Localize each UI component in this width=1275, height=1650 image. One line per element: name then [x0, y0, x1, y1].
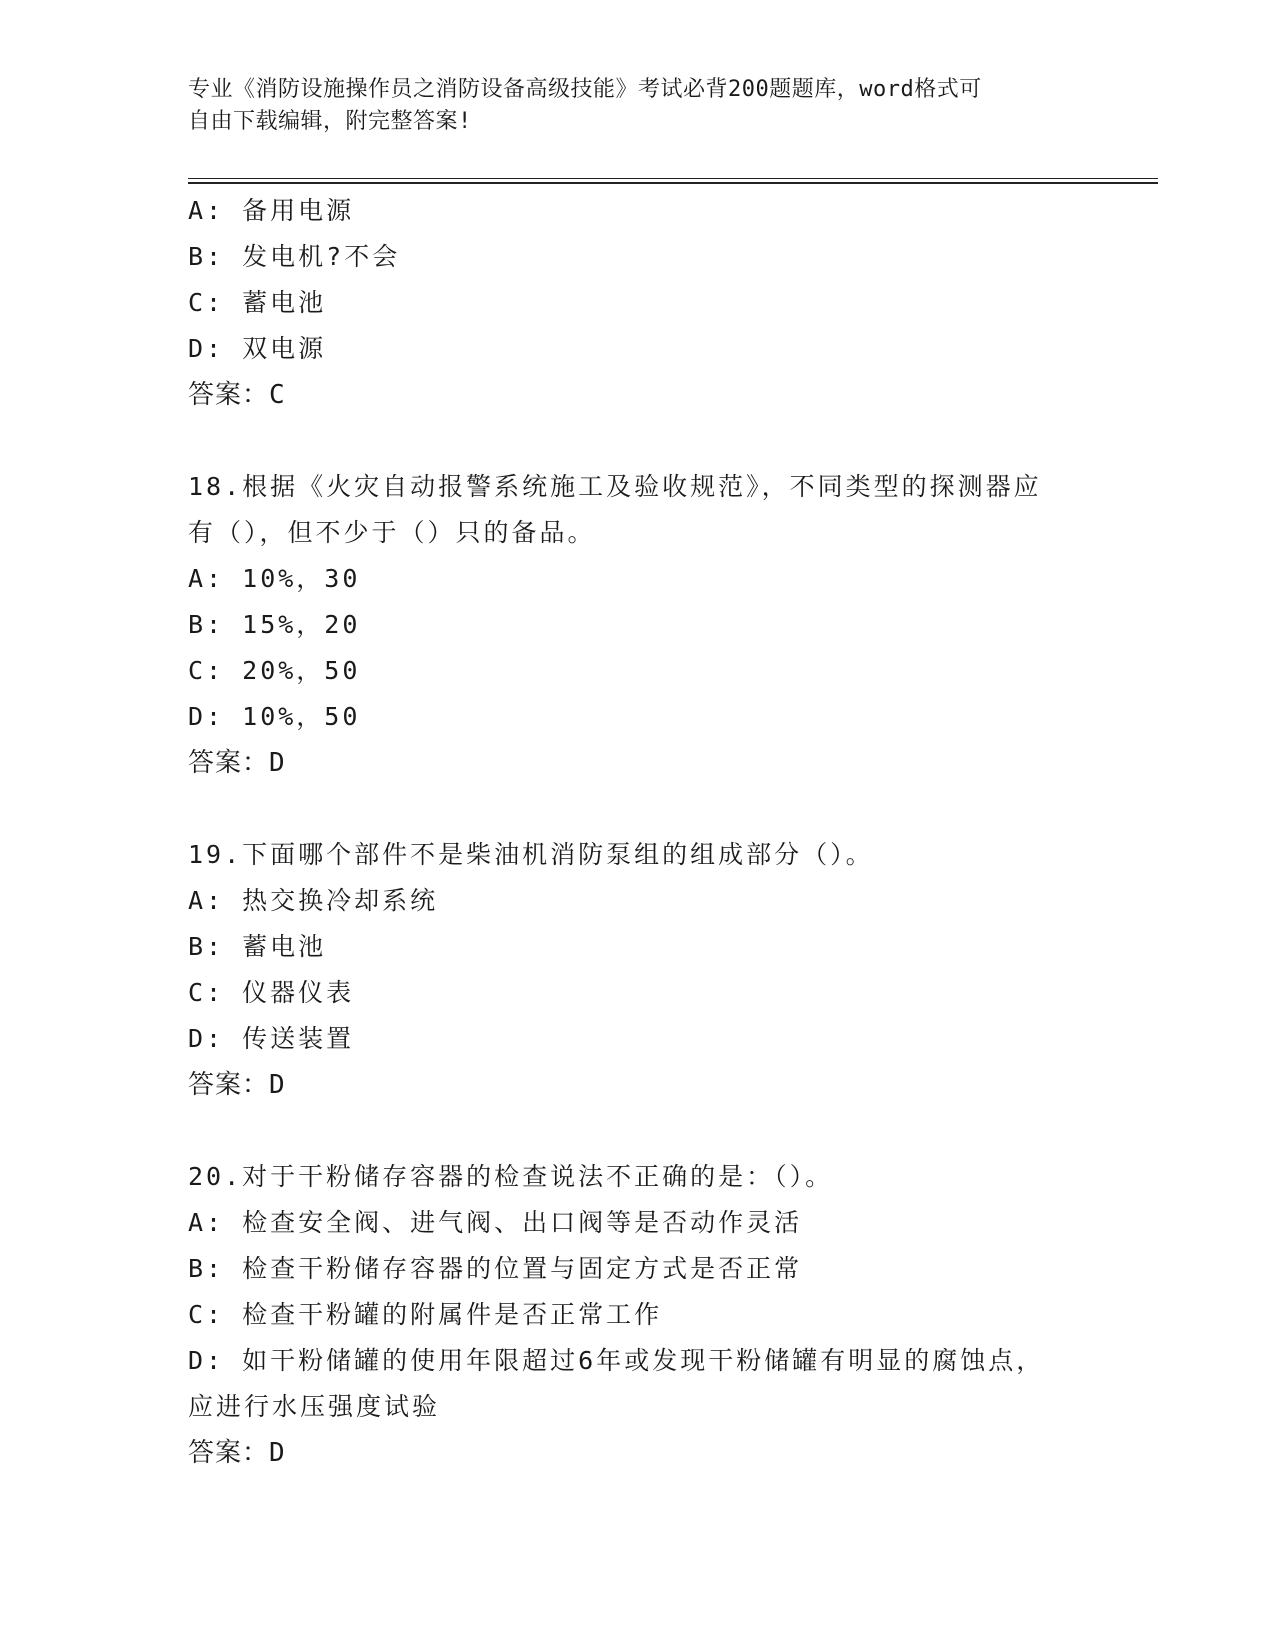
answer-line: 答案：D — [188, 748, 286, 778]
document-header — [188, 74, 1068, 138]
spacer — [188, 1108, 1088, 1154]
option-c: C: 20%，50 — [188, 656, 361, 685]
option-a: A: 检查安全阀、进气阀、出口阀等是否动作灵活 — [188, 1208, 803, 1237]
option-a: A: 备用电源 — [188, 196, 355, 225]
option-d: D: 如干粉储罐的使用年限超过6年或发现干粉储罐有明显的腐蚀点， — [188, 1346, 1045, 1375]
option-d: D: 10%，50 — [188, 702, 361, 731]
option-d-continuation: 应进行水压强度试验 — [188, 1392, 441, 1421]
header-line-2: 自由下载编辑，附完整答案! — [188, 109, 472, 134]
spacer — [188, 786, 1088, 832]
header-line-1: 专业《消防设施操作员之消防设备高级技能》考试必背200题题库，word格式可 — [188, 77, 982, 102]
answer-line: 答案：C — [188, 380, 286, 410]
question-text-line-1: 20.对于干粉储存容器的检查说法不正确的是：（）。 — [188, 1162, 834, 1191]
spacer — [188, 418, 1088, 464]
question-text-line-2: 有（），但不少于（）只的备品。 — [188, 518, 596, 547]
answer-line: 答案：D — [188, 1070, 286, 1100]
option-c: C: 检查干粉罐的附属件是否正常工作 — [188, 1300, 663, 1329]
header-divider-thick — [188, 182, 1158, 184]
option-d: D: 双电源 — [188, 334, 327, 363]
option-a: A: 热交换冷却系统 — [188, 886, 439, 915]
question-19 — [188, 832, 1088, 1108]
answer-line: 答案：D — [188, 1438, 286, 1468]
option-d: D: 传送装置 — [188, 1024, 355, 1053]
option-b: B: 蓄电池 — [188, 932, 327, 961]
option-b: B: 检查干粉储存容器的位置与固定方式是否正常 — [188, 1254, 803, 1283]
option-b: B: 发电机?不会 — [188, 242, 401, 271]
header-divider-thin — [188, 178, 1158, 179]
question-20 — [188, 1154, 1088, 1476]
question-list — [188, 188, 1088, 1476]
option-a: A: 10%，30 — [188, 564, 361, 593]
question-18 — [188, 464, 1088, 786]
question-text-line-1: 19.下面哪个部件不是柴油机消防泵组的组成部分（）。 — [188, 840, 874, 869]
option-c: C: 仪器仪表 — [188, 978, 355, 1007]
option-b: B: 15%，20 — [188, 610, 361, 639]
option-c: C: 蓄电池 — [188, 288, 327, 317]
question-text-line-1: 18.根据《火灾自动报警系统施工及验收规范》，不同类型的探测器应 — [188, 472, 1042, 501]
question-17 — [188, 188, 1088, 418]
